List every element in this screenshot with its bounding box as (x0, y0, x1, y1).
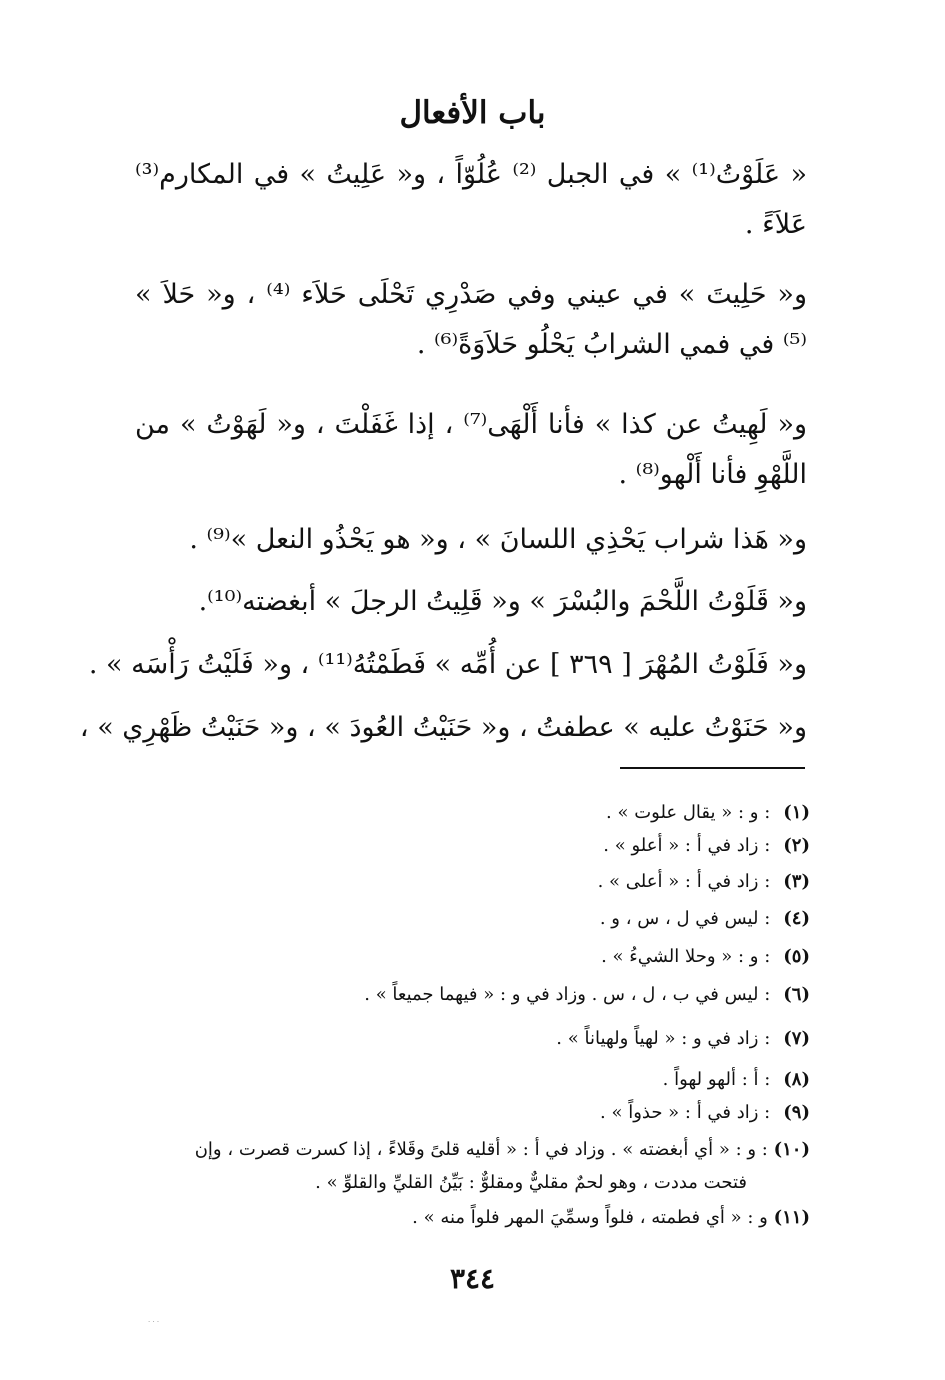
footnote-number: (٦) (783, 984, 810, 1005)
page-number: ٣٤٤ (449, 1262, 496, 1295)
footnote-number: (١) (783, 802, 810, 823)
footnote-number: (٨) (783, 1069, 810, 1090)
footnote-text: : و : « أي أبغضته » . وزاد في أ : « أقليه قلىً وقَلاءً ، إذا كسرت قصرت ، وإن (194, 1139, 768, 1160)
footnote-text: : زاد في و : « لهياً ولهياناً » . (556, 1028, 771, 1049)
footnote-9 (135, 1098, 810, 1128)
footnote-text: : ليس في ل ، س ، و . (599, 908, 771, 929)
footnote-5 (135, 942, 810, 972)
scan-speck: · · · (148, 1318, 160, 1326)
footnote-1 (135, 798, 810, 828)
text-line-4: و« حَنَوْتُ عليه » عطفتُ ، و« حَنَيْتُ العُودَ » ، و« حَنَيْتُ ظَهْرِي » ، (79, 712, 807, 743)
footnote-text: : ليس في ب ، ل ، س . وزاد في و : « فيهما جميعاً » . (364, 984, 771, 1005)
footnote-7 (135, 1024, 810, 1054)
footnote-text: : زاد في أ : « أعلو » . (603, 835, 771, 856)
footnote-6 (135, 980, 810, 1010)
paragraph-3: و« لَهِيتُ عن كذا » فأنا أَلْهَى⁽⁷⁾ ، إذا غَفَلْتَ ، و« لَهَوْتُ » من اللَّهْوِ فأنا أَلْهو⁽⁸⁾ . (135, 409, 807, 490)
footnote-text: : و : « يقال علوت » . (606, 802, 771, 823)
footnote-number: (١١) (773, 1207, 810, 1228)
footnote-number: (٥) (783, 946, 810, 967)
footnote-number: (٩) (783, 1102, 810, 1123)
footnote-11 (135, 1203, 810, 1233)
paragraph-1: « عَلَوْتُ⁽¹⁾ » في الجبل ⁽²⁾ عُلُوّاً ، و« عَلِيتُ » في المكارم⁽³⁾ عَلاَءً . (135, 159, 807, 240)
footnote-text: : و : « وحلا الشيءُ » . (601, 946, 771, 967)
footnote-text: : زاد في أ : « حذواً » . (600, 1102, 771, 1123)
footnote-number: (٤) (783, 908, 810, 929)
footnote-text: : أ : ألهو لهواً . (662, 1069, 771, 1090)
footnote-separator (620, 767, 805, 769)
footnote-number: (١٠) (773, 1139, 810, 1160)
footnote-text: و : « أي فطمته ، فلواً وسمِّيَ المهر فلواً منه » . (412, 1207, 768, 1228)
footnote-10 (135, 1135, 810, 1165)
footnote-10-continuation: فتحت مددت ، وهو لحمٌ مقليٌّ ومقلوٌّ : بَيِّنُ القليِّ والقلوِّ » . (315, 1172, 747, 1193)
paragraph-2: و« حَلِيتَ » في عيني وفي صَدْرِي تَحْلَى حَلاَء ⁽⁴⁾ ، و« حَلاَ » ⁽⁵⁾ في فمي الشرابُ يَحْلُو حَلاَوَةً⁽⁶⁾ . (135, 279, 807, 360)
footnote-number: (٢) (783, 835, 810, 856)
footnote-8 (135, 1065, 810, 1095)
footnote-number: (٣) (783, 871, 810, 892)
footnote-number: (٧) (783, 1028, 810, 1049)
text-line-1: و« هَذا شراب يَحْذِي اللسانَ » ، و« هو يَحْذُو النعل »⁽⁹⁾ . (189, 524, 807, 555)
footnote-4 (135, 904, 810, 934)
footnote-text: : زاد في أ : « أعلى » . (597, 871, 771, 892)
footnote-3 (135, 867, 810, 897)
text-line-2: و« قَلَوْتُ اللَّحْمَ والبُسْرَ » و« قَلِيتُ الرجلَ » أبغضته⁽¹⁰⁾. (198, 586, 807, 617)
page-title: باب الأفعال (399, 95, 546, 131)
text-line-3: و« فَلَوْتُ المُهْرَ [ ٣٦٩ ] عن أُمِّه » فَطَمْتُهُ⁽¹¹⁾ ، و« فَلَيْتُ رَأْسَه » . (88, 649, 807, 680)
footnote-2 (135, 831, 810, 861)
